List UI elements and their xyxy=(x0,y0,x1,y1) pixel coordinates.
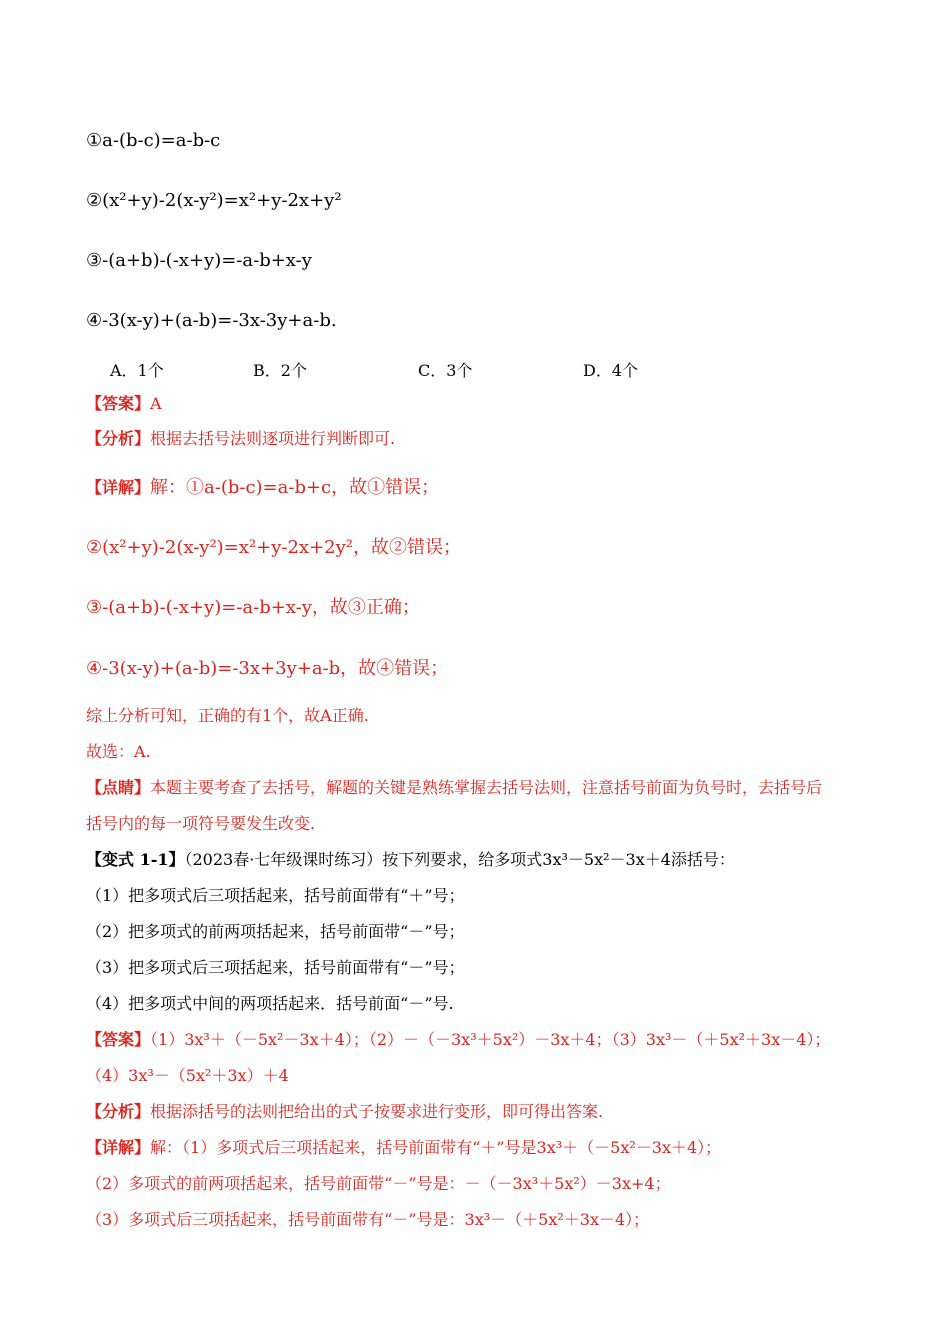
choice-b: B．2个 xyxy=(253,361,307,380)
variant-tag: 【变式 1-1】 xyxy=(86,850,185,869)
detail2-line-2: （2）多项式的前两项括起来，括号前面带“－”号是：－（－3x³＋5x²）－3x+4； xyxy=(86,1174,671,1193)
summary: 综上分析可知，正确的有1个，故A正确. xyxy=(86,706,369,725)
variant-text: （2023春·七年级课时练习）按下列要求，给多项式3x³－5x²－3x＋4添括号： xyxy=(184,850,735,869)
detail-tag: 【详解】 xyxy=(86,478,151,497)
question-line-4: ④-3(x-y)+(a-b)=-3x-3y+a-b. xyxy=(86,310,337,331)
answer2-line-2: （4）3x³－（5x²＋3x）＋4 xyxy=(86,1066,289,1085)
detail-line-3: ③-(a+b)-(-x+y)=-a-b+x-y，故③正确； xyxy=(86,597,420,618)
detail2-tag: 【详解】 xyxy=(86,1138,151,1157)
choice-c: C．3个 xyxy=(418,361,473,380)
detail-line-4: ④-3(x-y)+(a-b)=-3x+3y+a-b，故④错误； xyxy=(86,658,449,679)
answer2-text-1: （1）3x³＋（－5x²－3x＋4）；（2）－（－3x³＋5x²）－3x＋4；（3）3x³－（＋5x²＋3x－4）； xyxy=(150,1030,831,1049)
analysis-text: 根据去括号法则逐项进行判断即可. xyxy=(150,429,396,448)
detail2-first xyxy=(86,1137,721,1159)
choice-a: A．1个 xyxy=(110,361,164,380)
answer2-tag: 【答案】 xyxy=(86,1030,151,1049)
answer2-line-1 xyxy=(86,1029,830,1051)
variant-item-4: （4）把多项式中间的两项括起来．括号前面“－”号. xyxy=(86,994,454,1013)
variant-item-2: （2）把多项式的前两项括起来，括号前面带“－”号； xyxy=(86,922,465,941)
comment-line-1 xyxy=(86,777,822,799)
detail-line-2: ②(x²+y)-2(x-y²)=x²+y-2x+2y²，故②错误； xyxy=(86,537,461,558)
answer xyxy=(86,393,162,415)
analysis xyxy=(86,428,395,450)
choose-answer: 故选：A. xyxy=(86,742,151,761)
question-line-1: ①a-(b-c)=a-b-c xyxy=(86,130,221,151)
choice-d: D．4个 xyxy=(583,361,639,380)
variant-item-1: （1）把多项式后三项括起来，括号前面带有“＋”号； xyxy=(86,886,465,905)
comment-line-2: 括号内的每一项符号要发生改变. xyxy=(86,814,316,833)
comment-tag: 【点睛】 xyxy=(86,778,151,797)
variant-title xyxy=(86,849,735,871)
detail2-line-3: （3）多项式后三项括起来，括号前面带有“－”号是：3x³－（＋5x²＋3x－4）； xyxy=(86,1210,650,1229)
analysis2-text: 根据添括号的法则把给出的式子按要求进行变形，即可得出答案. xyxy=(150,1102,604,1121)
question-line-3: ③-(a+b)-(-x+y)=-a-b+x-y xyxy=(86,250,312,271)
analysis2 xyxy=(86,1101,603,1123)
detail2-first-text: 解：（1）多项式后三项括起来，括号前面带有“＋”号是3x³＋（－5x²－3x＋4）； xyxy=(150,1138,722,1157)
answer-tag: 【答案】 xyxy=(86,394,151,413)
detail-first-text: 解：①a-(b-c)=a-b+c，故①错误； xyxy=(150,477,440,498)
question-line-2: ②(x²+y)-2(x-y²)=x²+y-2x+y² xyxy=(86,190,342,211)
detail-first xyxy=(86,477,439,499)
answer-text: A xyxy=(150,394,162,413)
comment-text-1: 本题主要考查了去括号，解题的关键是熟练掌握去括号法则，注意括号前面为负号时，去括号后 xyxy=(150,778,823,797)
analysis-tag: 【分析】 xyxy=(86,429,151,448)
variant-item-3: （3）把多项式后三项括起来，括号前面带有“－”号； xyxy=(86,958,465,977)
analysis2-tag: 【分析】 xyxy=(86,1102,151,1121)
